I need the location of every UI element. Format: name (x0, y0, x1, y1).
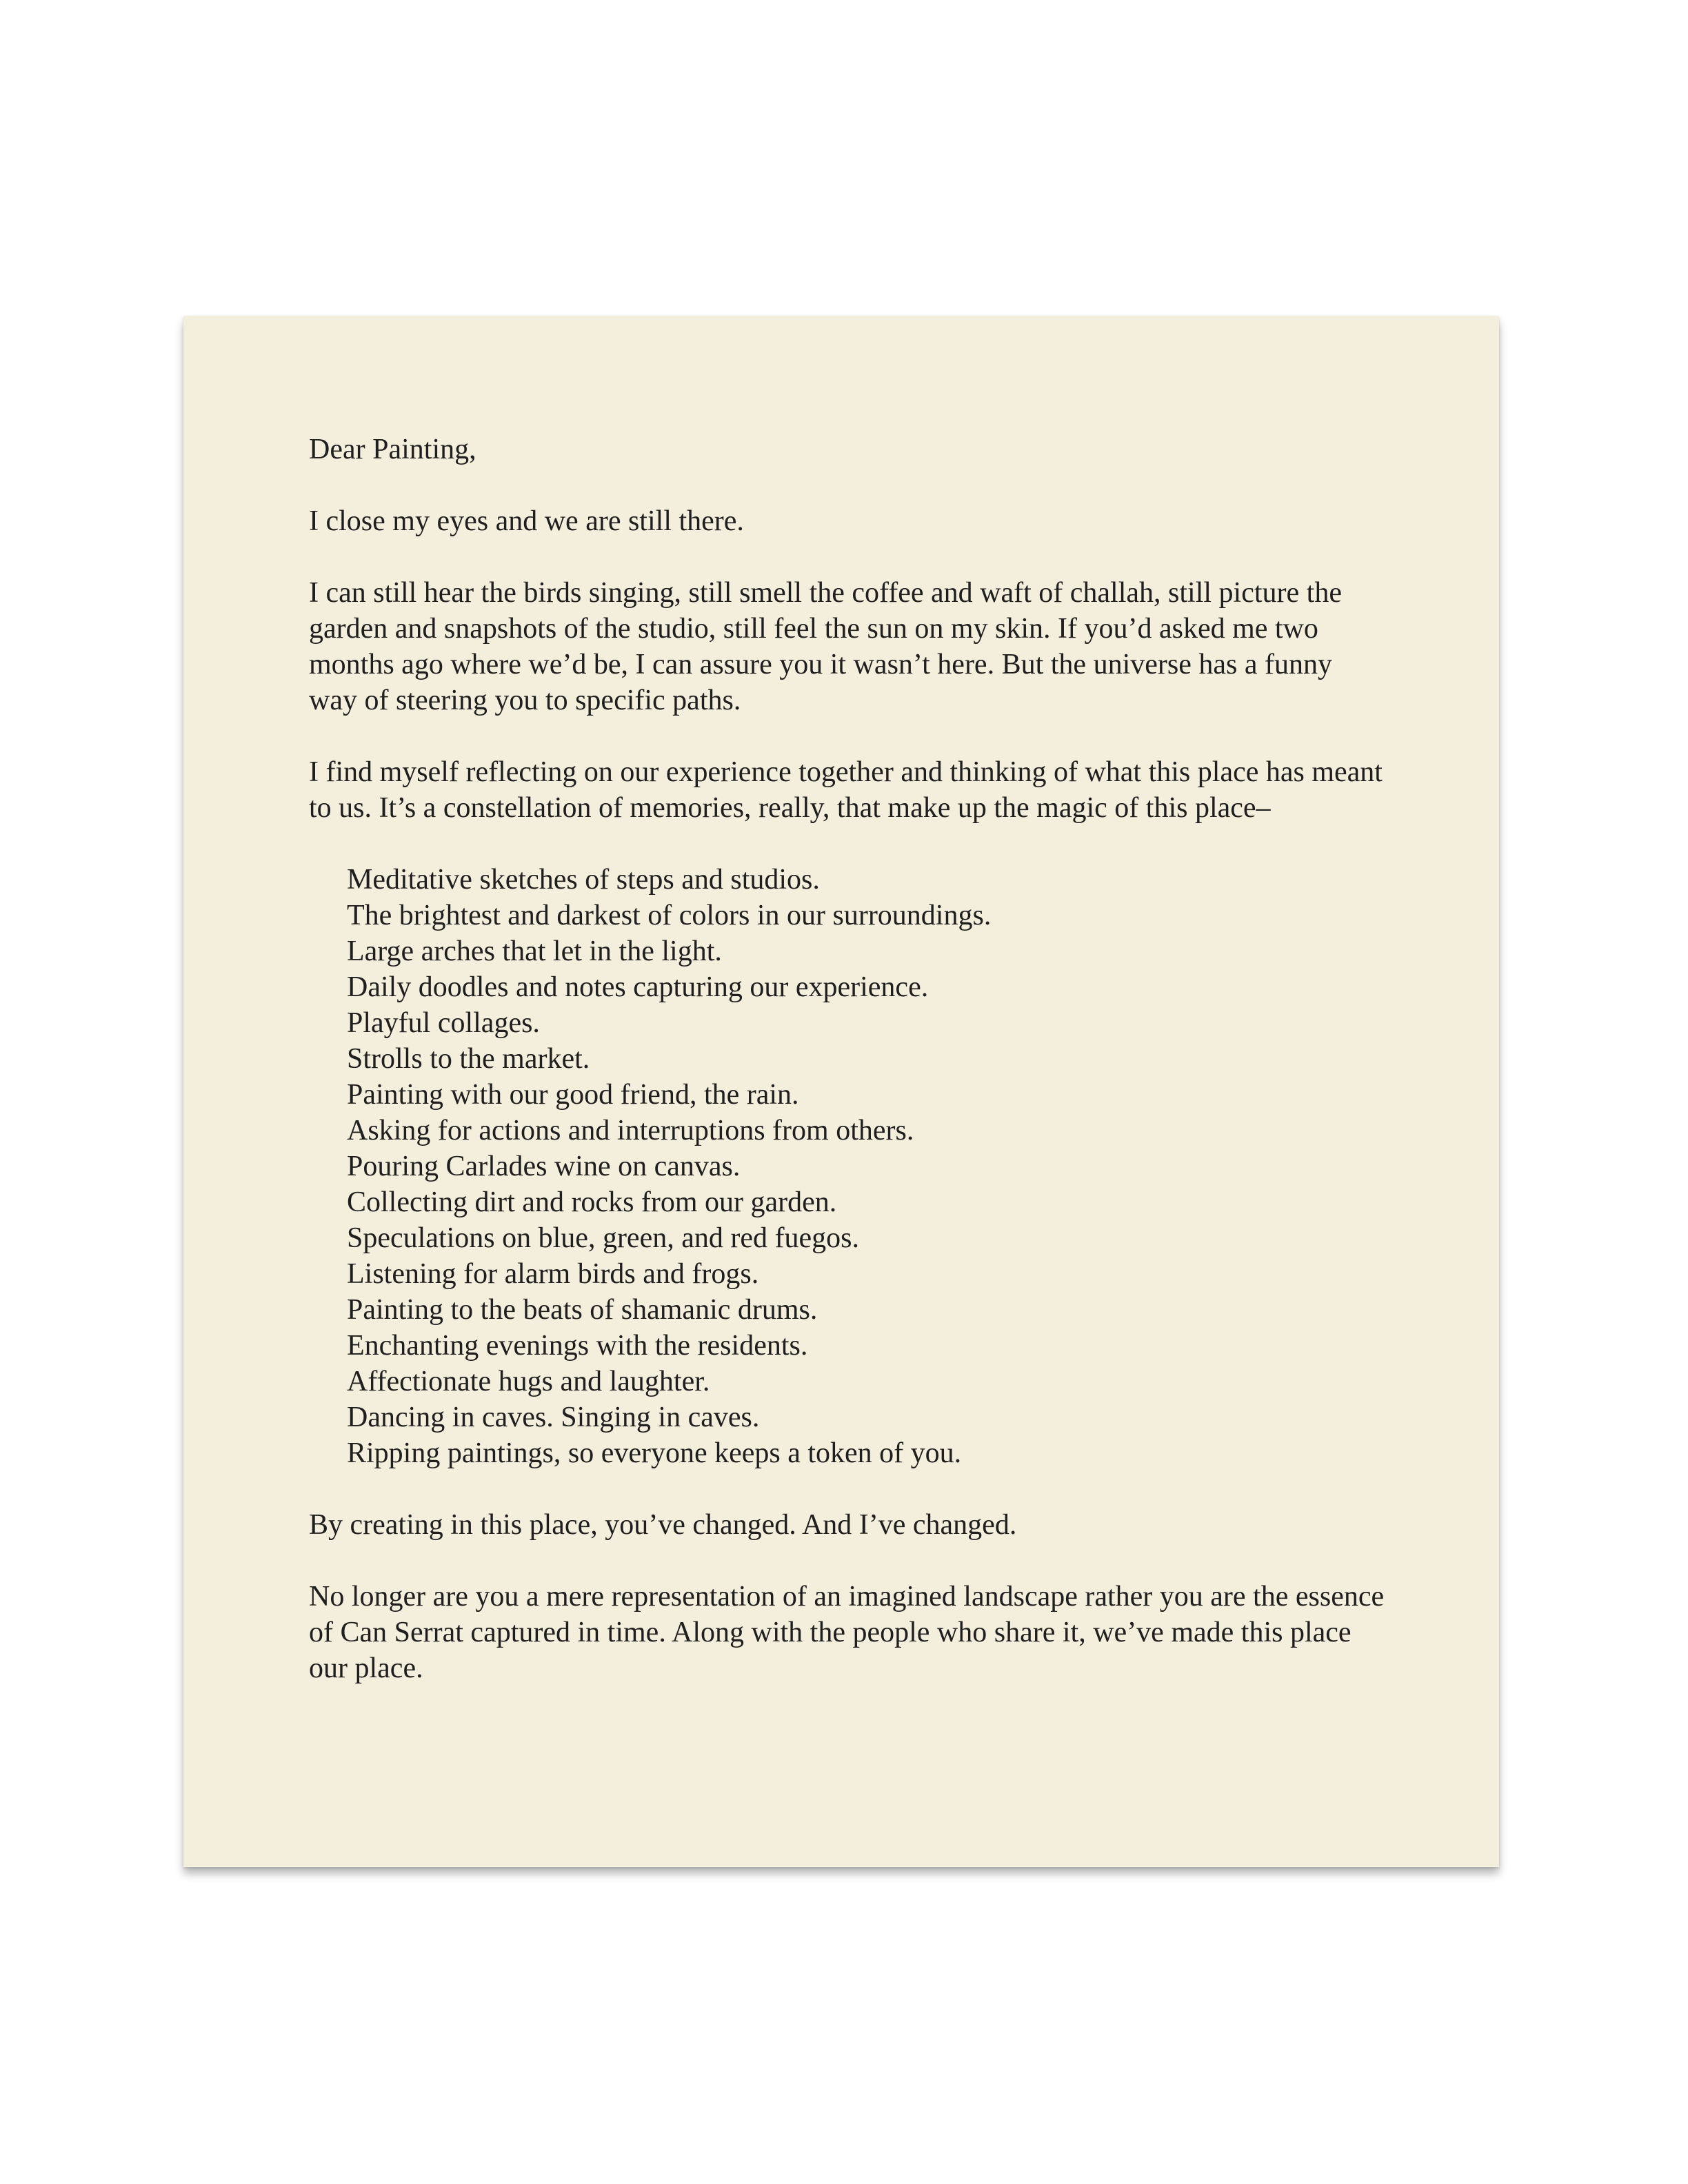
list-item: Painting to the beats of shamanic drums. (347, 1294, 818, 1326)
letter-body (309, 432, 1385, 1722)
list-item: Collecting dirt and rocks from our garden. (347, 1186, 837, 1218)
paragraph-closing: No longer are you a mere representation of an imagined landscape rather you are the essence of Can Serrat captured in time. Along with the people who share it, we’ve made this place our place. (309, 1581, 1385, 1684)
list-item: Enchanting evenings with the residents. (347, 1330, 808, 1362)
memory-list (309, 862, 1385, 1471)
salutation: Dear Painting, (309, 434, 476, 465)
paragraph-change: By creating in this place, you’ve changed. And I’ve changed. (309, 1509, 1017, 1541)
list-item: Ripping paintings, so everyone keeps a token of you. (347, 1437, 962, 1469)
list-item: Dancing in caves. Singing in caves. (347, 1402, 760, 1433)
list-item: Playful collages. (347, 1007, 540, 1039)
paragraph-intro: I close my eyes and we are still there. (309, 505, 744, 537)
paragraph-reflection: I find myself reflecting on our experience together and thinking of what this place has meant to us. It’s a constellation of memories, really, that make up the magic of this place– (309, 756, 1383, 824)
letter-page (183, 316, 1499, 1867)
list-item: Pouring Carlades wine on canvas. (347, 1151, 741, 1182)
list-item: Painting with our good friend, the rain. (347, 1079, 799, 1111)
list-item: Daily doodles and notes capturing our experience. (347, 971, 929, 1003)
list-item: Speculations on blue, green, and red fuegos. (347, 1222, 859, 1254)
paragraph-memories: I can still hear the birds singing, still smell the coffee and waft of challah, still picture the garden and snapshots of the studio, still feel the sun on my skin. If you’d asked me two months ago where we’d be, I can assure you it wasn’t here. But the universe has a funny way of steering you to specific paths. (309, 577, 1342, 716)
list-item: Listening for alarm birds and frogs. (347, 1258, 759, 1290)
list-item: Strolls to the market. (347, 1043, 590, 1075)
list-item: Affectionate hugs and laughter. (347, 1366, 710, 1397)
list-item: Large arches that let in the light. (347, 936, 722, 967)
list-item: The brightest and darkest of colors in our surroundings. (347, 900, 992, 931)
list-item: Meditative sketches of steps and studios. (347, 864, 820, 896)
list-item: Asking for actions and interruptions from others. (347, 1115, 914, 1146)
